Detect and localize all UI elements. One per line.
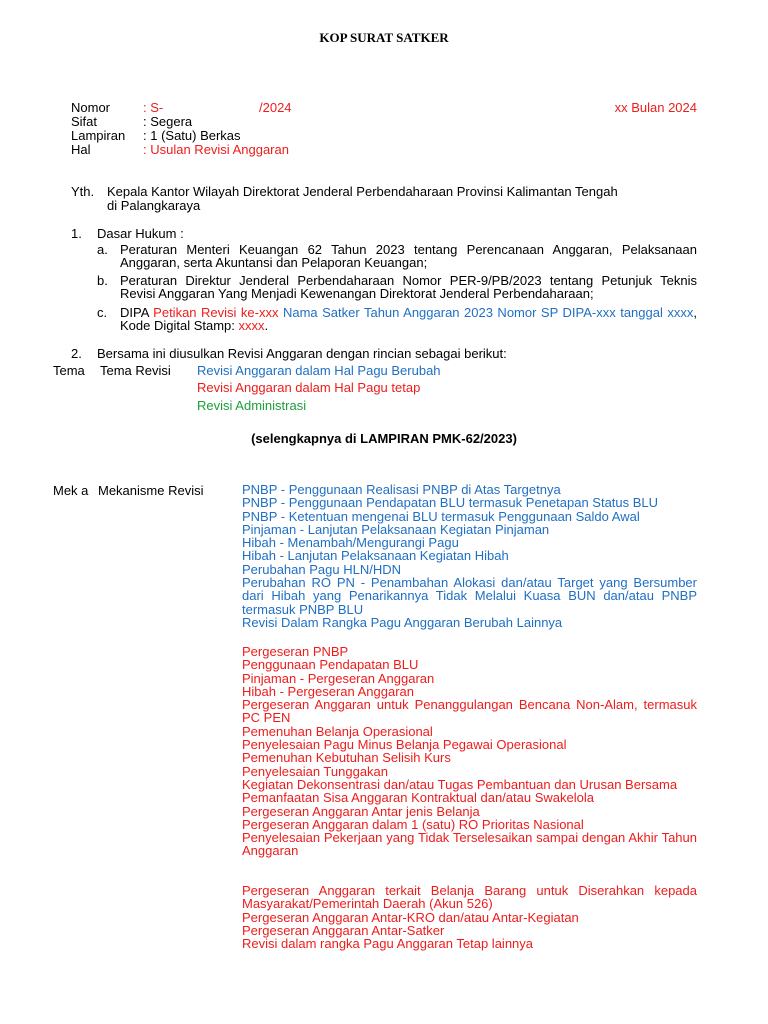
mekanisme-label: Mekanisme Revisi	[98, 483, 204, 498]
list-item[interactable]: Penyelesaian Pekerjaan yang Tidak Terselesaikan sampai dengan Akhir Tahun Anggaran	[242, 830, 697, 859]
item-a-letter: a.	[97, 242, 108, 257]
list-item[interactable]: Pemenuhan Kebutuhan Selisih Kurs	[242, 750, 451, 766]
section2-text: Bersama ini diusulkan Revisi Anggaran dengan rincian sebagai berikut:	[97, 346, 507, 361]
list-item[interactable]: Pergeseran Anggaran Antar-KRO dan/atau Antar-Kegiatan	[242, 909, 579, 925]
dipa-nama: Nama Satker Tahun Anggaran 2023 Nomor SP DIPA-xxx tanggal xxxx	[282, 305, 694, 320]
tema-short: Tema	[53, 363, 85, 378]
mekanisme-pagu-tetap-list-2	[242, 884, 697, 950]
list-item[interactable]: Penyelesaian Tunggakan	[242, 763, 389, 779]
dipa-petikan: Petikan Revisi ke-xxx	[153, 305, 279, 320]
nomor-label: Nomor	[71, 100, 111, 115]
list-item[interactable]: Pemenuhan Belanja Operasional	[242, 723, 433, 739]
sifat-label: Sifat	[71, 114, 98, 129]
hal-value: : Usulan Revisi Anggaran	[143, 142, 289, 157]
dipa-kode-value: xxxx	[238, 318, 265, 334]
list-item[interactable]: Penyelesaian Pagu Minus Belanja Pegawai Operasional	[242, 737, 567, 753]
letter-date: xx Bulan 2024	[614, 100, 697, 115]
list-item[interactable]: Pergeseran Anggaran Antar-Satker	[242, 922, 445, 938]
list-item[interactable]: Pergeseran Anggaran terkait Belanja Barang untuk Diserahkan kepada Masyarakat/Pemerintah Daerah (Akun 526)	[242, 883, 697, 912]
item-b-letter: b.	[97, 273, 108, 288]
addressee-prefix: Yth.	[71, 184, 95, 199]
list-item[interactable]: Hibah - Lanjutan Pelaksanaan Kegiatan Hibah	[242, 548, 509, 564]
section1-heading: Dasar Hukum :	[97, 226, 184, 241]
tema-option-pagu-berubah[interactable]: Revisi Anggaran dalam Hal Pagu Berubah	[197, 363, 441, 378]
lampiran-note: (selengkapnya di LAMPIRAN PMK-62/2023)	[251, 431, 517, 446]
list-item[interactable]: Pergeseran PNBP	[242, 644, 349, 659]
list-item[interactable]: Perubahan RO PN - Penambahan Alokasi dan/atau Target yang Bersumber dari Hibah yang Penarikannya Tidak Melalui Kuasa BUN dan/atau PNBP termasuk PNBP BLU	[242, 575, 697, 617]
hal-label: Hal	[71, 142, 91, 157]
section2-number: 2.	[71, 346, 82, 361]
list-item[interactable]: Hibah - Pergeseran Anggaran	[242, 683, 415, 699]
mekanisme-pagu-tetap-list	[242, 645, 697, 858]
item-c-letter: c.	[97, 305, 108, 320]
nomor-prefix: : S-	[143, 100, 164, 115]
tema-option-administrasi[interactable]: Revisi Administrasi	[197, 398, 307, 413]
list-item[interactable]: Pinjaman - Lanjutan Pelaksanaan Kegiatan Pinjaman	[242, 521, 550, 537]
lampiran-label: Lampiran	[71, 128, 126, 143]
list-item[interactable]: Revisi dalam rangka Pagu Anggaran Tetap lainnya	[242, 936, 534, 952]
item-a-text: Peraturan Menteri Keuangan 62 Tahun 2023 tentang Perencanaan Anggaran, Pelaksanaan Anggaran, serta Akuntansi dan Pelaporan Keuangan;	[120, 242, 697, 271]
list-item[interactable]: Pemanfaatan Sisa Anggaran Kontraktual dan/atau Swakelola	[242, 790, 594, 806]
list-item[interactable]: PNBP - Ketentuan mengenai BLU termasuk Penggunaan Saldo Awal	[242, 508, 640, 524]
list-item[interactable]: Pergeseran Anggaran dalam 1 (satu) RO Prioritas Nasional	[242, 816, 584, 832]
list-item[interactable]: Perubahan Pagu HLN/HDN	[242, 561, 401, 577]
addressee-line2: di Palangkaraya	[107, 198, 201, 213]
list-item[interactable]: PNBP - Penggunaan Realisasi PNBP di Atas Targetnya	[242, 482, 561, 497]
list-item[interactable]: Hibah - Menambah/Mengurangi Pagu	[242, 535, 459, 551]
nomor-year: /2024	[259, 100, 292, 115]
list-item[interactable]: Pergeseran Anggaran Antar jenis Belanja	[242, 803, 480, 819]
letterhead-title: KOP SURAT SATKER	[319, 30, 449, 45]
section1-number: 1.	[71, 226, 82, 241]
dipa-label: DIPA	[120, 305, 149, 320]
lampiran-value: : 1 (Satu) Berkas	[143, 128, 241, 143]
sifat-value: : Segera	[143, 114, 193, 129]
item-c-text	[120, 306, 697, 333]
dipa-kode-label: , Kode Digital Stamp:	[120, 305, 697, 334]
list-item[interactable]: Kegiatan Dekonsentrasi dan/atau Tugas Pembantuan dan Urusan Bersama	[242, 776, 678, 792]
mekanisme-pagu-berubah-list	[242, 483, 697, 629]
list-item[interactable]: PNBP - Penggunaan Pendapatan BLU termasuk Penetapan Status BLU	[242, 495, 659, 511]
tema-label: Tema Revisi	[100, 363, 171, 378]
list-item[interactable]: Pergeseran Anggaran untuk Penanggulangan Bencana Non-Alam, termasuk PC PEN	[242, 697, 697, 726]
mekanisme-short: Mek a	[53, 483, 89, 498]
addressee-line1: Kepala Kantor Wilayah Direktorat Jenderal Perbendaharaan Provinsi Kalimantan Tengah	[107, 184, 618, 199]
item-b-text: Peraturan Direktur Jenderal Perbendaharaan Nomor PER-9/PB/2023 tentang Petunjuk Teknis Revisi Anggaran Yang Menjadi Kewenangan Direktorat Jenderal Perbendaharaan;	[120, 273, 697, 302]
list-item[interactable]: Revisi Dalam Rangka Pagu Anggaran Berubah Lainnya	[242, 614, 563, 630]
list-item[interactable]: Penggunaan Pendapatan BLU	[242, 657, 419, 673]
tema-option-pagu-tetap[interactable]: Revisi Anggaran dalam Hal Pagu tetap	[197, 380, 421, 395]
list-item[interactable]: Pinjaman - Pergeseran Anggaran	[242, 670, 435, 686]
dipa-end: .	[264, 318, 269, 334]
